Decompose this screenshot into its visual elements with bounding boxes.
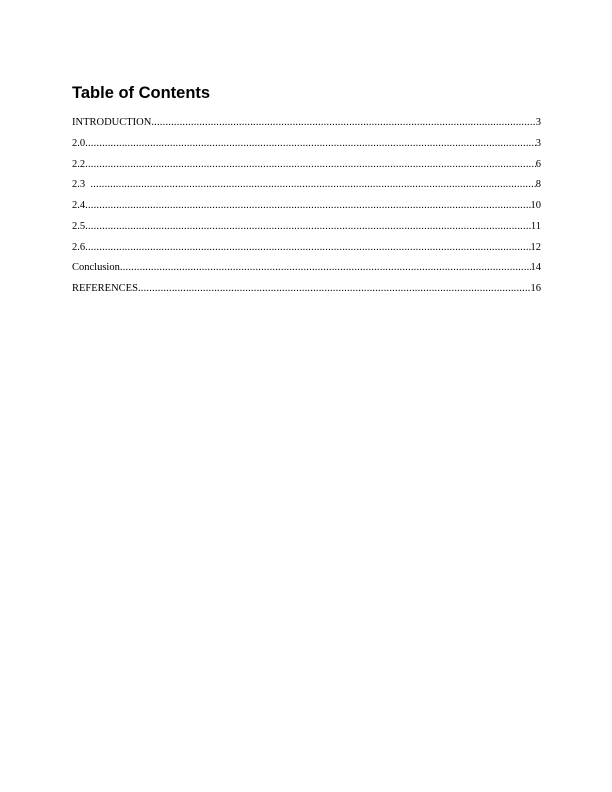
toc-entry-references[interactable] <box>72 282 541 303</box>
toc-dot-leader <box>120 261 531 275</box>
toc-title: Table of Contents <box>72 84 211 102</box>
toc-dot-leader <box>85 220 531 234</box>
toc-entry-label: Conclusion <box>72 262 120 274</box>
toc-entry-2-5[interactable] <box>72 220 541 241</box>
toc-entry-page-number: 10 <box>530 200 541 211</box>
toc-entry-2-0[interactable] <box>72 137 541 158</box>
toc-entry-label: 2.4 <box>72 200 86 211</box>
toc-entry-label: 2.6 <box>72 241 86 253</box>
toc-dot-leader <box>85 241 530 255</box>
toc-entry-page-number: 3 <box>535 117 541 128</box>
toc-entry-conclusion[interactable] <box>72 261 541 282</box>
toc-dot-leader <box>138 282 531 296</box>
toc-entry-introduction[interactable] <box>72 116 541 137</box>
toc-entry-page-number: 6 <box>535 158 541 170</box>
toc-entry-label: 2.2 <box>72 158 86 170</box>
toc-dot-leader <box>85 158 536 172</box>
toc-entry-label: 2.3 <box>72 179 91 191</box>
toc-list <box>72 116 541 303</box>
toc-entry-label: INTRODUCTION <box>72 117 152 128</box>
toc-entry-2-2[interactable] <box>72 158 541 179</box>
toc-dot-leader <box>85 199 530 213</box>
toc-entry-2-3[interactable] <box>72 178 541 199</box>
toc-entry-2-4[interactable] <box>72 199 541 220</box>
toc-entry-page-number: 12 <box>530 241 541 253</box>
toc-entry-page-number: 16 <box>530 283 541 294</box>
toc-entry-label: REFERENCES <box>72 283 138 294</box>
toc-entry-2-6[interactable] <box>72 241 541 262</box>
toc-dot-leader <box>90 178 535 192</box>
toc-entry-page-number: 14 <box>530 262 541 274</box>
toc-entry-page-number: 8 <box>535 179 541 191</box>
toc-dot-leader <box>85 137 536 151</box>
toc-dot-leader <box>151 116 535 130</box>
toc-entry-page-number: 3 <box>535 137 541 149</box>
toc-entry-page-number: 11 <box>530 220 541 232</box>
toc-entry-label: 2.0 <box>72 137 86 149</box>
toc-entry-label: 2.5 <box>72 220 86 232</box>
